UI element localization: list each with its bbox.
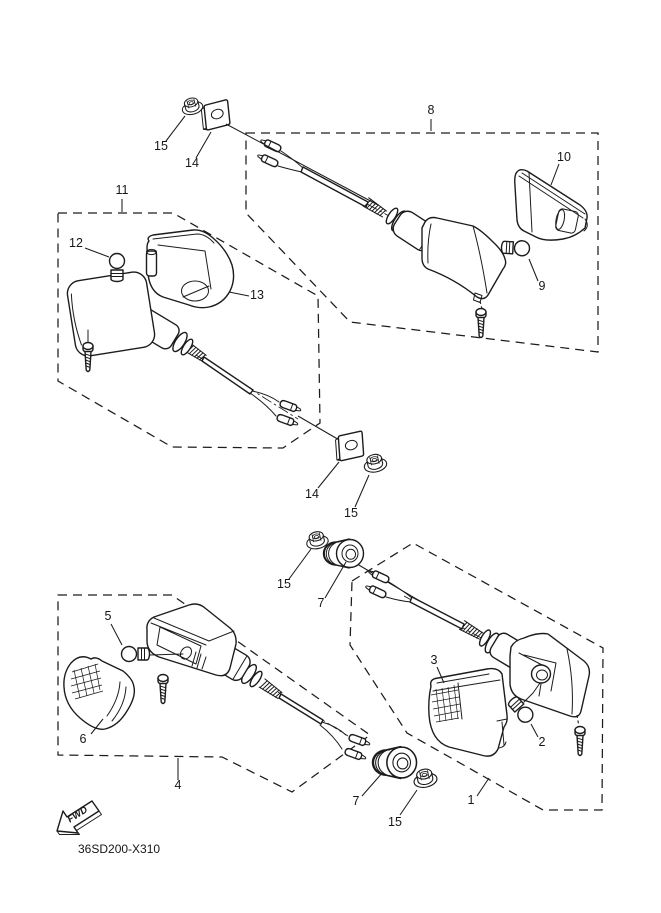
fwd-arrow-label: FWD [65,804,90,826]
callout-label-11: 11 [115,183,129,197]
callout-label-15-bottom: 15 [388,815,402,829]
callout-label-14-top: 14 [185,156,199,170]
callout-label-9: 9 [538,279,546,293]
lamp-body-11 [66,270,157,358]
callout-label-7-center: 7 [317,596,325,610]
callout-label-8: 8 [427,103,435,117]
callout-label-15-top: 15 [154,139,168,153]
part-number: 36SD200-X310 [78,842,161,856]
part-grommet-7-bottom [373,747,417,779]
callout-label-6: 6 [79,732,87,746]
callout-label-12: 12 [69,236,83,250]
part-plate-14-mid [335,431,364,461]
callout-label-3: 3 [430,653,438,667]
part-lens-3 [429,669,507,757]
callout-label-15-mid: 15 [344,506,358,520]
callout-label-4: 4 [174,778,182,792]
callout-label-13: 13 [250,288,264,302]
callout-label-5: 5 [104,609,112,623]
part-grommet-7-center [324,539,364,568]
callout-label-1: 1 [467,793,475,807]
callout-label-14-mid: 14 [305,487,319,501]
callout-label-10: 10 [557,150,571,164]
callout-label-7-bottom: 7 [352,794,360,808]
callout-label-2: 2 [538,735,546,749]
callout-label-15-center: 15 [277,577,291,591]
